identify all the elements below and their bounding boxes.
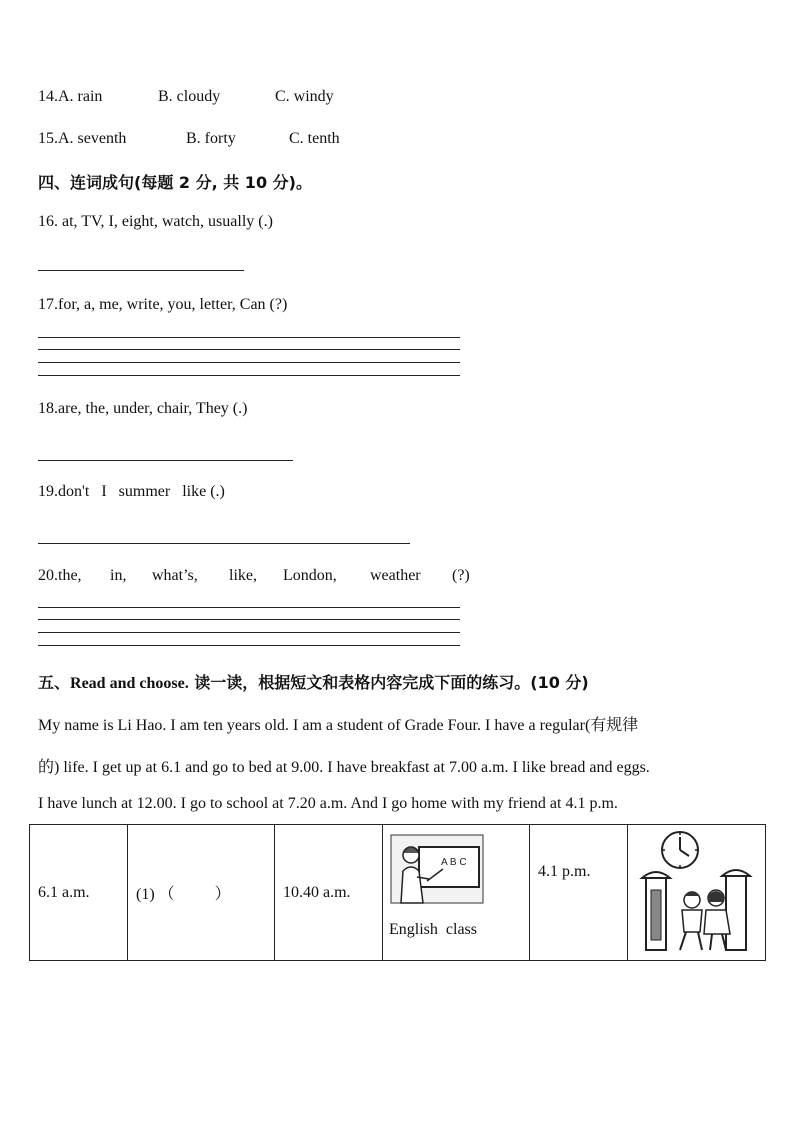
word: in,: [110, 567, 127, 584]
answer-line: [38, 270, 244, 271]
passage-line-1: My name is Li Hao. I am ten years old. I am a student of Grade Four. I have a regular(有规律: [38, 717, 639, 734]
answer-line: [38, 337, 460, 338]
section-title-en: Read and choose.: [70, 675, 189, 692]
answer-line: [38, 632, 460, 633]
blank-number: (1): [136, 886, 155, 903]
option-b: B. cloudy: [158, 88, 221, 105]
question-17: 17.for, a, me, write, you, letter, Can (?): [38, 296, 288, 313]
cell-english-class: [383, 825, 530, 961]
cell-time-5: 4.1 p.m.: [530, 825, 628, 961]
question-19: 19.don't I summer like (.): [38, 483, 225, 500]
question-number: 15.: [38, 130, 58, 147]
cell-time-3: 10.40 a.m.: [275, 825, 383, 961]
section-5-title: [38, 670, 589, 693]
english-class-caption: English class: [389, 921, 477, 938]
cell-time-1: 6.1 a.m.: [30, 825, 128, 961]
question-number: 14.: [38, 88, 58, 105]
word: weather: [370, 567, 421, 584]
question-number: 20.: [38, 567, 58, 584]
answer-line: [38, 619, 460, 620]
option-a: A. seventh: [58, 130, 127, 147]
word: (?): [452, 567, 470, 584]
question-16: 16. at, TV, I, eight, watch, usually (.): [38, 213, 273, 230]
blank-parentheses: （ ）: [158, 886, 231, 903]
passage-line-2: 的) life. I get up at 6.1 and go to bed at 9.00. I have breakfast at 7.00 a.m. I like bread and eggs.: [38, 759, 650, 776]
schedule-table: [29, 824, 766, 961]
question-20: [38, 567, 82, 585]
answer-line: [38, 543, 410, 544]
board-text: A B C: [441, 857, 467, 868]
question-18: 18.are, the, under, chair, They (.): [38, 400, 248, 417]
section-4-title: 四、连词成句(每题 2 分, 共 10 分)。: [38, 173, 312, 192]
cell-going-home: [628, 825, 766, 961]
option-a: A. rain: [58, 88, 103, 105]
answer-line: [38, 607, 460, 608]
option-c: C. windy: [275, 88, 334, 105]
section-title-cn: 读一读，根据短文和表格内容完成下面的练习。(10 分): [188, 673, 589, 692]
cell-blank-1: [128, 825, 275, 961]
option-c: C. tenth: [289, 130, 340, 147]
section-prefix: 五、: [38, 673, 71, 692]
passage-line-3: I have lunch at 12.00. I go to school at 7.20 a.m. And I go home with my friend at 4.1 p.m.: [38, 795, 618, 812]
word: what’s,: [152, 567, 198, 584]
word: the,: [58, 567, 82, 584]
question-15: [38, 130, 126, 148]
word: London,: [283, 567, 337, 584]
children-going-home-picture: [632, 828, 760, 958]
answer-line: [38, 349, 460, 350]
teacher-blackboard-picture: [389, 833, 485, 907]
answer-line: [38, 362, 460, 363]
word: like,: [229, 567, 257, 584]
option-b: B. forty: [186, 130, 236, 147]
answer-line: [38, 645, 460, 646]
answer-line: [38, 460, 293, 461]
answer-line: [38, 375, 460, 376]
question-14: [38, 88, 102, 106]
